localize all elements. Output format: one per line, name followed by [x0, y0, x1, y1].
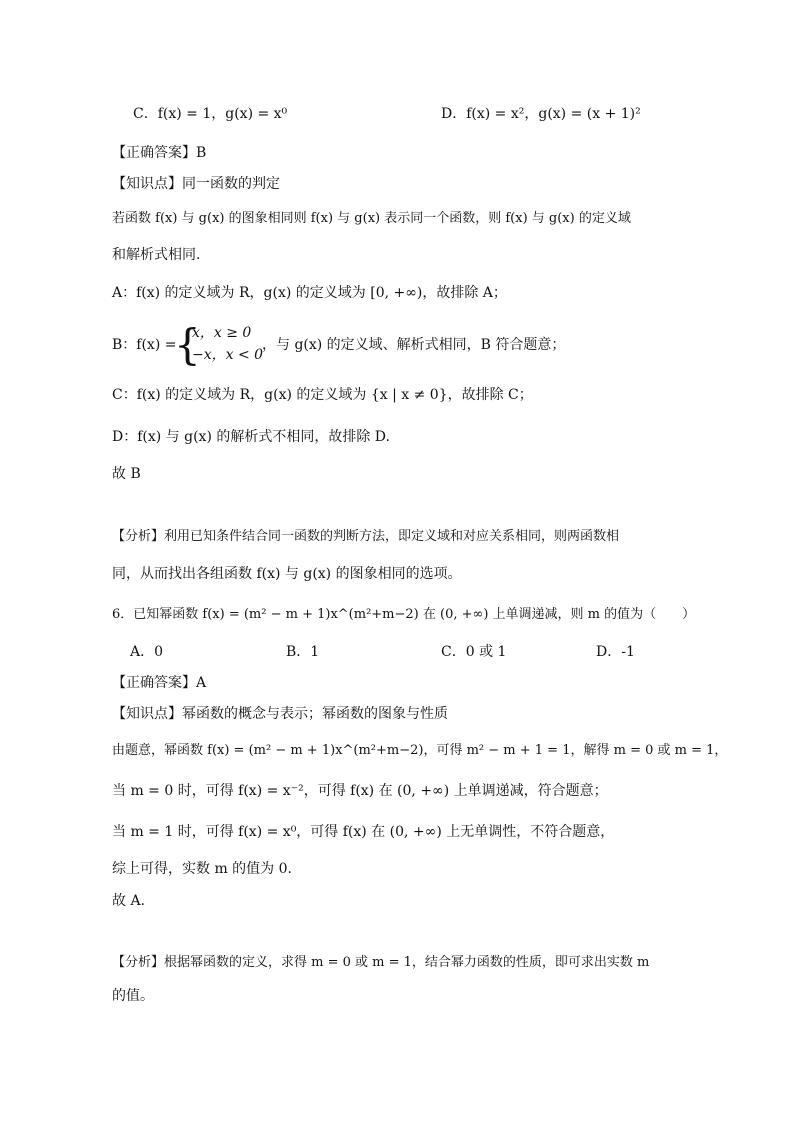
q6-option-a: A．0: [130, 644, 164, 660]
q5-line2: 和解析式相同.: [112, 247, 201, 263]
q5-line-c: C：f(x) 的定义域为 R，g(x) 的定义域为 {x | x ≠ 0}，故排除 C；: [112, 387, 533, 403]
q5-line-b-prefix: B：f(x) =: [112, 337, 177, 353]
q5-line-a: A：f(x) 的定义域为 R，g(x) 的定义域为 [0, +∞)，故排除 A；: [112, 285, 507, 301]
q5-answer: 【正确答案】B: [112, 145, 207, 161]
q6-analysis2: 的值。: [112, 988, 154, 1004]
q5-knowledge: 【知识点】同一函数的判定: [112, 176, 280, 192]
q5-case1: x，x ≥ 0: [192, 325, 252, 341]
q6-line4: 综上可得，实数 m 的值为 0.: [112, 861, 292, 877]
q5-conclusion: 故 B: [112, 466, 141, 482]
q6-knowledge: 【知识点】幂函数的概念与表示；幂函数的图象与性质: [112, 706, 448, 722]
q6-line1: 由题意，幂函数 f(x) = (m² − m + 1)x^(m²+m−2)，可得 m² − m + 1 = 1，解得 m = 0 或 m = 1，: [112, 743, 728, 758]
q5-line-b-suffix: ，与 g(x) 的定义域、解析式相同，B 符合题意；: [262, 337, 566, 353]
option-d: D．f(x) = x²，g(x) = (x + 1)²: [441, 106, 641, 122]
q6-line3: 当 m = 1 时，可得 f(x) = x⁰，可得 f(x) 在 (0, +∞) 上无单调性，不符合题意，: [112, 824, 615, 840]
q6-answer: 【正确答案】A: [112, 675, 207, 691]
q5-line-d: D：f(x) 与 g(x) 的解析式不相同，故排除 D.: [112, 429, 390, 445]
q6-analysis1: 【分析】根据幂函数的定义，求得 m = 0 或 m = 1，结合幂力函数的性质，即可求出实数 m: [112, 955, 650, 970]
q5-line1: 若函数 f(x) 与 g(x) 的图象相同则 f(x) 与 g(x) 表示同一个函数，则 f(x) 与 g(x) 的定义域: [112, 211, 631, 226]
q6-line2: 当 m = 0 时，可得 f(x) = x⁻²，可得 f(x) 在 (0, +∞) 上单调递减，符合题意；: [112, 783, 608, 799]
q5-analysis2: 同，从而找出各组函数 f(x) 与 g(x) 的图象相同的选项。: [112, 566, 462, 582]
brace-symbol: {: [174, 320, 201, 369]
q6-option-d: D．-1: [596, 644, 635, 660]
option-c: C．f(x) = 1，g(x) = x⁰: [133, 106, 288, 122]
q6-option-b: B．1: [286, 644, 320, 660]
q5-case2: −x，x < 0: [192, 347, 264, 363]
q6-stem: 6．已知幂函数 f(x) = (m² − m + 1)x^(m²+m−2) 在 (0, +∞) 上单调递减，则 m 的值为（ ）: [112, 607, 696, 622]
q6-conclusion: 故 A.: [112, 893, 146, 909]
q5-analysis1: 【分析】利用已知条件结合同一函数的判断方法，即定义域和对应关系相同，则两函数相: [112, 529, 620, 544]
q6-option-c: C．0 或 1: [441, 644, 507, 660]
